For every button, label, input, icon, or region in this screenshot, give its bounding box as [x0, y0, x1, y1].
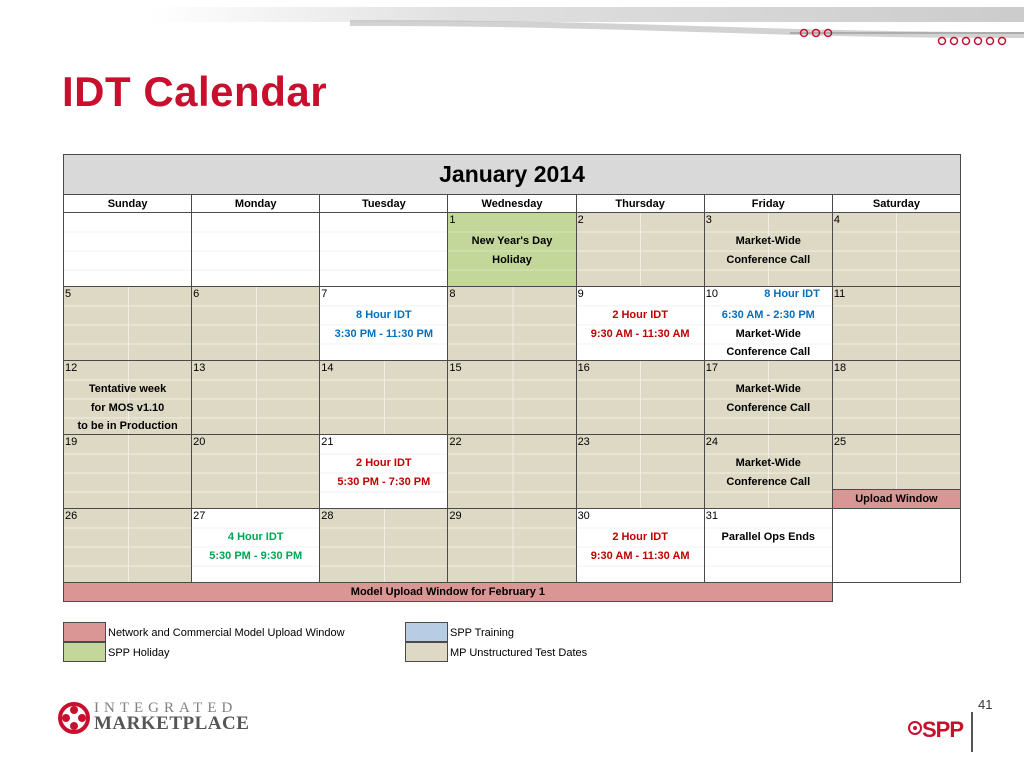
weekday-header: Sunday — [64, 195, 192, 213]
calendar-day — [192, 287, 320, 361]
calendar-day — [448, 213, 576, 287]
calendar-week — [64, 287, 961, 361]
event-text — [577, 528, 704, 565]
calendar-day — [704, 213, 832, 287]
day-number: 16 — [577, 362, 590, 374]
calendar-week — [64, 509, 961, 583]
upload-window-strip: Upload Window — [833, 489, 960, 508]
calendar-day — [704, 509, 832, 583]
day-number: 2 — [577, 214, 584, 226]
spp-logo-text: SPP — [922, 717, 964, 742]
event-line: 2 Hour IDT — [612, 309, 668, 321]
calendar-day — [192, 361, 320, 435]
day-number: 23 — [577, 436, 590, 448]
calendar-day — [320, 509, 448, 583]
calendar-table — [63, 154, 961, 602]
calendar-day — [832, 361, 960, 435]
calendar-day — [704, 287, 832, 361]
event-line: 9:30 AM - 11:30 AM — [590, 549, 690, 562]
day-number: 4 — [833, 214, 840, 226]
day-number: 25 — [833, 436, 847, 448]
weekday-header: Friday — [704, 195, 832, 213]
day-number: 29 — [449, 510, 462, 522]
day-number: 19 — [65, 436, 78, 448]
day-number: 3 — [705, 214, 712, 226]
calendar-day — [64, 213, 192, 287]
calendar-week — [64, 435, 961, 509]
event-line: Holiday — [492, 253, 532, 266]
calendar-day — [192, 213, 320, 287]
event-line: Market-Wide — [735, 457, 801, 469]
spp-logo — [908, 712, 978, 752]
event-text — [705, 454, 832, 491]
logo-text-top: INTEGRATED — [94, 700, 238, 716]
event-line: 5:30 PM - 7:30 PM — [337, 475, 431, 488]
event-line: 9:30 AM - 11:30 AM — [590, 327, 690, 340]
day-number: 22 — [449, 436, 462, 448]
event-text — [192, 528, 319, 565]
month-title: January 2014 — [64, 155, 961, 195]
calendar-day — [320, 361, 448, 435]
legend-label-upload: Network and Commercial Model Upload Window — [108, 627, 345, 639]
day-number: 13 — [193, 362, 206, 374]
calendar-day — [448, 287, 576, 361]
legend-label-test: MP Unstructured Test Dates — [450, 647, 588, 659]
day-number: 21 — [321, 436, 334, 448]
event-line: Conference Call — [726, 401, 811, 414]
spp-emblem-icon — [908, 721, 922, 735]
event-line: 5:30 PM - 9:30 PM — [209, 549, 303, 562]
event-text — [320, 306, 447, 343]
day-number: 10 — [705, 288, 718, 300]
day-number: 18 — [833, 362, 847, 374]
day-number: 14 — [321, 362, 334, 374]
event-line: Parallel Ops Ends — [721, 531, 816, 543]
day-number: 6 — [193, 288, 200, 300]
weekday-header: Monday — [192, 195, 320, 213]
event-line: 3:30 PM - 11:30 PM — [334, 327, 434, 340]
legend-swatch-holiday — [63, 642, 106, 662]
page-title: IDT Calendar — [62, 68, 328, 115]
event-line: New Year's Day — [471, 235, 553, 247]
calendar-day — [320, 213, 448, 287]
weekday-header: Tuesday — [320, 195, 448, 213]
event-text — [577, 306, 704, 343]
event-line: Conference Call — [726, 253, 811, 266]
day-number: 28 — [321, 510, 334, 522]
legend-swatch-upload — [63, 622, 106, 642]
calendar-day — [448, 361, 576, 435]
day-number: 8 — [449, 288, 456, 300]
legend-swatch-test — [405, 642, 448, 662]
calendar-day — [576, 361, 704, 435]
day-number: 31 — [705, 510, 718, 522]
calendar-day — [832, 213, 960, 287]
calendar-day — [576, 435, 704, 509]
calendar-day — [704, 361, 832, 435]
event-text — [64, 380, 191, 436]
integrated-marketplace-logo — [58, 700, 248, 736]
calendar-week — [64, 361, 961, 435]
calendar-day — [576, 509, 704, 583]
event-line: to be in Production — [77, 420, 178, 432]
event-line: 2 Hour IDT — [612, 531, 668, 543]
weekday-header: Wednesday — [448, 195, 576, 213]
event-line: for MOS v1.10 — [90, 401, 165, 414]
legend-swatch-training — [405, 622, 448, 642]
day-number: 5 — [65, 288, 72, 300]
calendar-day — [64, 287, 192, 361]
event-line: Market-Wide — [735, 327, 801, 340]
day-number: 15 — [449, 362, 462, 374]
logo-text-bottom: MARKETPLACE — [94, 713, 250, 734]
event-line: 8 Hour IDT — [356, 309, 412, 321]
calendar-day — [832, 435, 960, 509]
event-line: Market-Wide — [735, 383, 801, 395]
day-number: 20 — [193, 436, 206, 448]
event-text — [705, 380, 832, 417]
event-line: 6:30 AM - 2:30 PM — [721, 309, 815, 321]
header-swoosh — [150, 2, 1024, 46]
day-number: 1 — [449, 214, 456, 226]
model-upload-window: Model Upload Window for February 1 — [64, 583, 833, 602]
weekday-header: Thursday — [576, 195, 704, 213]
calendar-week — [64, 213, 961, 287]
calendar-day — [64, 509, 192, 583]
calendar-day — [704, 435, 832, 509]
calendar-day — [576, 287, 704, 361]
event-line: 2 Hour IDT — [356, 457, 412, 469]
calendar-day — [64, 361, 192, 435]
calendar-day — [320, 287, 448, 361]
day-number: 12 — [65, 362, 78, 374]
legend-label-training: SPP Training — [450, 627, 515, 639]
calendar-day — [64, 435, 192, 509]
calendar-day — [448, 435, 576, 509]
event-line: Conference Call — [726, 346, 811, 358]
event-line: Tentative week — [88, 383, 167, 395]
weekday-header: Saturday — [832, 195, 960, 213]
event-text — [320, 454, 447, 491]
calendar-day — [448, 509, 576, 583]
event-heading: 8 Hour IDT — [764, 288, 820, 300]
calendar-day — [192, 435, 320, 509]
marketplace-emblem-icon — [58, 702, 90, 734]
calendar-day — [576, 213, 704, 287]
calendar-day — [832, 509, 960, 583]
event-text — [705, 306, 832, 362]
event-line: Market-Wide — [735, 235, 801, 247]
event-text — [448, 232, 575, 269]
calendar-day — [832, 287, 960, 361]
event-text — [705, 528, 832, 547]
day-number: 11 — [833, 288, 846, 300]
calendar-day — [320, 435, 448, 509]
day-number: 30 — [577, 510, 590, 522]
event-line: 4 Hour IDT — [227, 531, 284, 543]
day-number: 27 — [193, 510, 206, 522]
event-text — [705, 232, 832, 269]
day-number: 7 — [321, 288, 328, 300]
spp-divider — [971, 712, 973, 752]
legend-label-holiday: SPP Holiday — [108, 647, 170, 659]
day-number: 17 — [705, 362, 718, 374]
calendar-day — [192, 509, 320, 583]
day-number: 24 — [705, 436, 718, 448]
day-number: 26 — [65, 510, 78, 522]
event-line: Conference Call — [726, 475, 811, 488]
day-number: 9 — [577, 288, 584, 300]
page-number: 41 — [978, 697, 993, 712]
